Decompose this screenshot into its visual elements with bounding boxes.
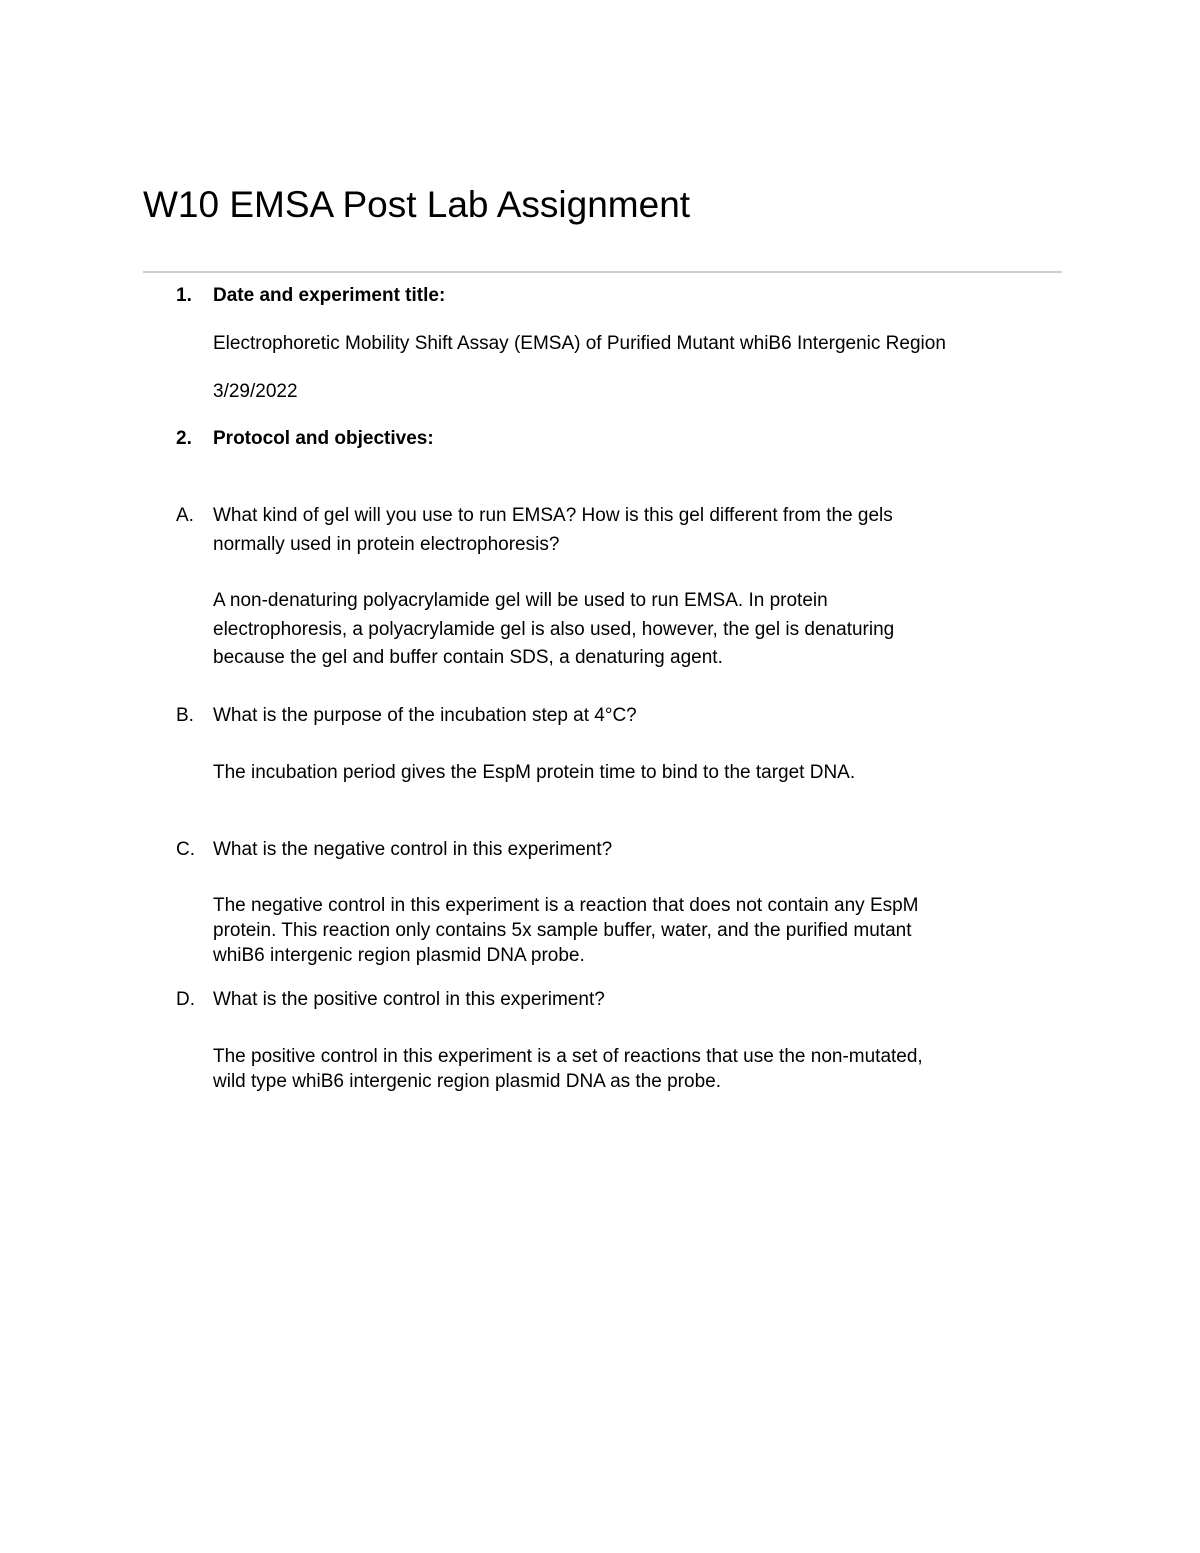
- section-1-heading: Date and experiment title:: [213, 285, 446, 306]
- question-d-text: [213, 986, 605, 1015]
- answer-b-text: [213, 759, 855, 788]
- document-title: W10 EMSA Post Lab Assignment: [143, 184, 691, 225]
- question-c-letter: C.: [176, 839, 195, 860]
- answer-a-line: electrophoresis, a polyacrylamide gel is also used, however, the gel is denaturing: [213, 618, 895, 640]
- answer-d-line: The positive control in this experiment is a set of reactions that use the non-mutated,: [213, 1046, 923, 1067]
- question-b-letter: B.: [176, 705, 194, 726]
- question-a-letter: A.: [176, 505, 194, 526]
- answer-a-text: [213, 587, 894, 673]
- answer-c-line: protein. This reaction only contains 5x sample buffer, water, and the purified mutant: [213, 920, 912, 941]
- section-2-number: 2.: [176, 428, 192, 449]
- question-a-text: [213, 502, 893, 559]
- answer-c-line: whiB6 intergenic region plasmid DNA probe.: [213, 945, 585, 966]
- answer-d-line: wild type whiB6 intergenic region plasmid DNA as the probe.: [213, 1071, 721, 1092]
- question-b-line: What is the purpose of the incubation step at 4°C?: [213, 705, 637, 726]
- answer-d-text: [213, 1044, 923, 1094]
- answer-c-line: The negative control in this experiment is a reaction that does not contain any EspM: [213, 895, 919, 916]
- question-c-line: What is the negative control in this experiment?: [213, 839, 613, 860]
- answer-b-line: The incubation period gives the EspM protein time to bind to the target DNA.: [213, 762, 856, 783]
- experiment-title: Electrophoretic Mobility Shift Assay (EMSA) of Purified Mutant whiB6 Intergenic Region: [213, 333, 946, 354]
- experiment-date: 3/29/2022: [213, 381, 298, 402]
- title-divider: [143, 271, 1062, 273]
- section-2-heading: Protocol and objectives:: [213, 428, 434, 449]
- answer-c-text: [213, 893, 919, 968]
- question-a-line: What kind of gel will you use to run EMSA? How is this gel different from the gels: [213, 505, 893, 526]
- section-1-number: 1.: [176, 285, 192, 306]
- answer-a-line: A non-denaturing polyacrylamide gel will be used to run EMSA. In protein: [213, 590, 828, 611]
- question-a-line: normally used in protein electrophoresis?: [213, 533, 560, 555]
- question-d-letter: D.: [176, 989, 195, 1010]
- question-b-text: [213, 702, 637, 731]
- question-d-line: What is the positive control in this experiment?: [213, 989, 605, 1010]
- question-c-text: [213, 836, 612, 865]
- answer-a-line: because the gel and buffer contain SDS, a denaturing agent.: [213, 647, 723, 668]
